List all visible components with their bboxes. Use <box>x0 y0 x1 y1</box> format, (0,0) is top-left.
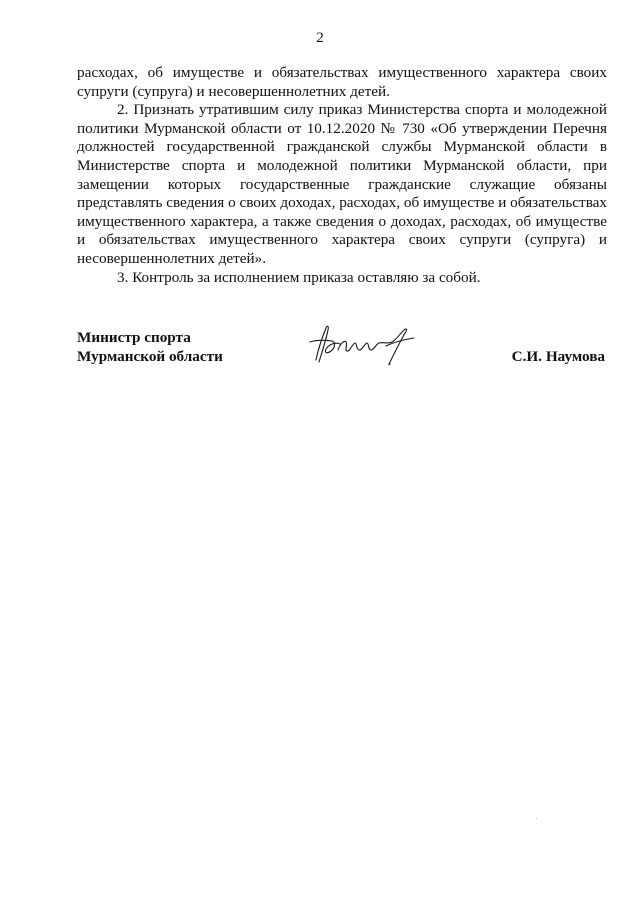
handwritten-signature <box>302 320 422 372</box>
signer-position-line-2: Мурманской области <box>77 348 223 365</box>
signature-stroke-3 <box>338 341 379 351</box>
signer-name: С.И. Наумова <box>511 348 605 365</box>
paragraph-item-3: 3. Контроль за исполнением приказа оставляю за собой. <box>117 268 481 286</box>
signature-stroke-1 <box>316 326 328 362</box>
signature-stroke-4 <box>379 329 407 365</box>
paragraph-continuation: расходах, об имуществе и обязательствах имущественного характера своих супруги (супруга) и несовершеннолетних детей. <box>77 64 607 100</box>
page-number: 2 <box>316 30 324 46</box>
signature-block <box>77 328 607 388</box>
paragraph-item-2: 2. Признать утратившим силу приказ Министерства спорта и молодежной политики Мурманской области от 10.12.2020 № 730 «Об утверждении Перечня должностей государственной гражданской службы Мурманской области в Министерстве спорта и молодежной политики Мурманской области, при замещении которых государственные гражданские служащие обязаны представлять сведения о своих доходах, расходах, об имуществе и обязательствах имущественного характера, а также сведения о доходах, расходах, об имуществе и обязательствах имущественного характера своих супруги (супруга) и несовершеннолетних детей». <box>77 101 607 267</box>
signer-position <box>77 328 223 366</box>
scan-speck <box>536 818 537 819</box>
signer-position-line-1: Министр спорта <box>77 329 191 346</box>
document-body <box>77 64 607 287</box>
